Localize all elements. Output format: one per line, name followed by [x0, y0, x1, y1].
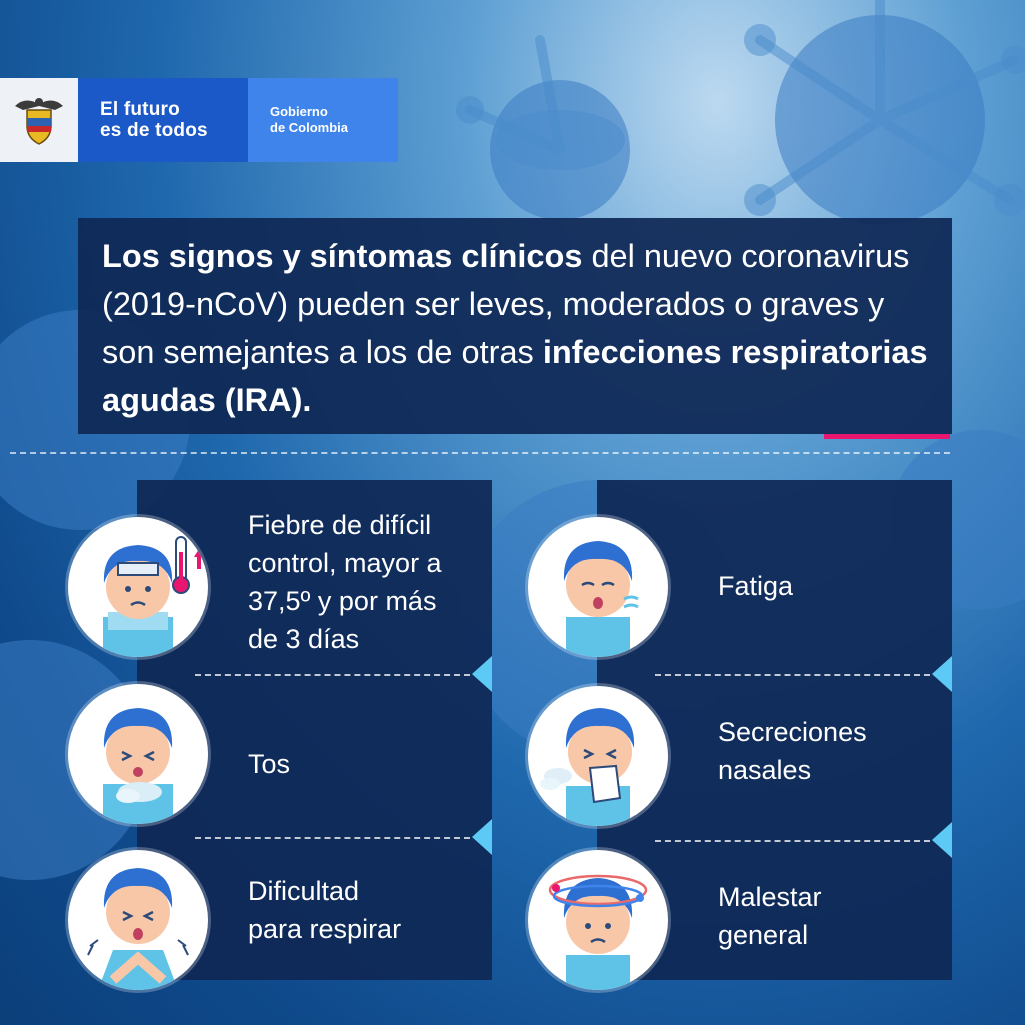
- brand-slogan-line1: El futuro: [100, 99, 180, 120]
- arrow-left-1: [472, 656, 492, 692]
- symptom-breathing-line1: Dificultad: [248, 876, 360, 906]
- symptom-cough: [248, 745, 290, 783]
- coat-of-arms-icon: [11, 92, 67, 148]
- symptom-fever: [248, 506, 442, 658]
- symptom-nasal: [718, 713, 867, 789]
- symptom-fever-line1: Fiebre de difícil: [248, 510, 432, 540]
- divider-right-1: [655, 674, 930, 676]
- brand-band: [0, 78, 398, 162]
- symptom-malaise: [718, 878, 822, 954]
- symptom-cough-line1: Tos: [248, 749, 291, 779]
- section-divider: [10, 452, 950, 454]
- symptom-fever-line4: de 3 días: [248, 624, 360, 654]
- symptom-breathing: [248, 872, 401, 948]
- symptom-nasal-line1: Secreciones: [718, 717, 867, 747]
- coat-of-arms-logo: [0, 78, 78, 162]
- headline-body: del nuevo coronavirus (2019-nCoV) pueden ser leves, moderados o graves y son semejantes a los de otras: [102, 238, 910, 370]
- fatigue-icon: [528, 517, 668, 657]
- nasal-secretions-icon: [528, 686, 668, 826]
- symptom-fever-line2: control, mayor a: [248, 548, 442, 578]
- symptom-nasal-line2: nasales: [718, 755, 812, 785]
- symptom-malaise-line1: Malestar: [718, 882, 822, 912]
- symptom-breathing-line2: para respirar: [248, 914, 402, 944]
- arrow-left-2: [472, 819, 492, 855]
- headline-bold-intro: Los signos y síntomas clínicos: [102, 238, 583, 274]
- brand-slogan-line2: es de todos: [100, 120, 208, 141]
- headline-bold-ira: infecciones respiratorias agudas (IRA).: [102, 334, 928, 418]
- cough-icon: [68, 684, 208, 824]
- general-malaise-icon: [528, 850, 668, 990]
- fever-icon: [68, 517, 208, 657]
- symptom-fatigue: [718, 567, 793, 605]
- breathing-difficulty-icon: [68, 850, 208, 990]
- divider-left-1: [195, 674, 470, 676]
- arrow-right-1: [932, 656, 952, 692]
- divider-left-2: [195, 837, 470, 839]
- brand-slogan: [78, 78, 248, 162]
- headline-box: [78, 218, 952, 434]
- brand-government: [248, 78, 398, 162]
- symptom-fatigue-line1: Fatiga: [718, 571, 794, 601]
- brand-government-line1: Gobierno: [270, 104, 328, 119]
- arrow-right-2: [932, 822, 952, 858]
- brand-government-line2: de Colombia: [270, 120, 349, 135]
- symptom-malaise-line2: general: [718, 920, 809, 950]
- accent-underline: [824, 434, 950, 439]
- divider-right-2: [655, 840, 930, 842]
- symptom-fever-line3: 37,5º y por más: [248, 586, 437, 616]
